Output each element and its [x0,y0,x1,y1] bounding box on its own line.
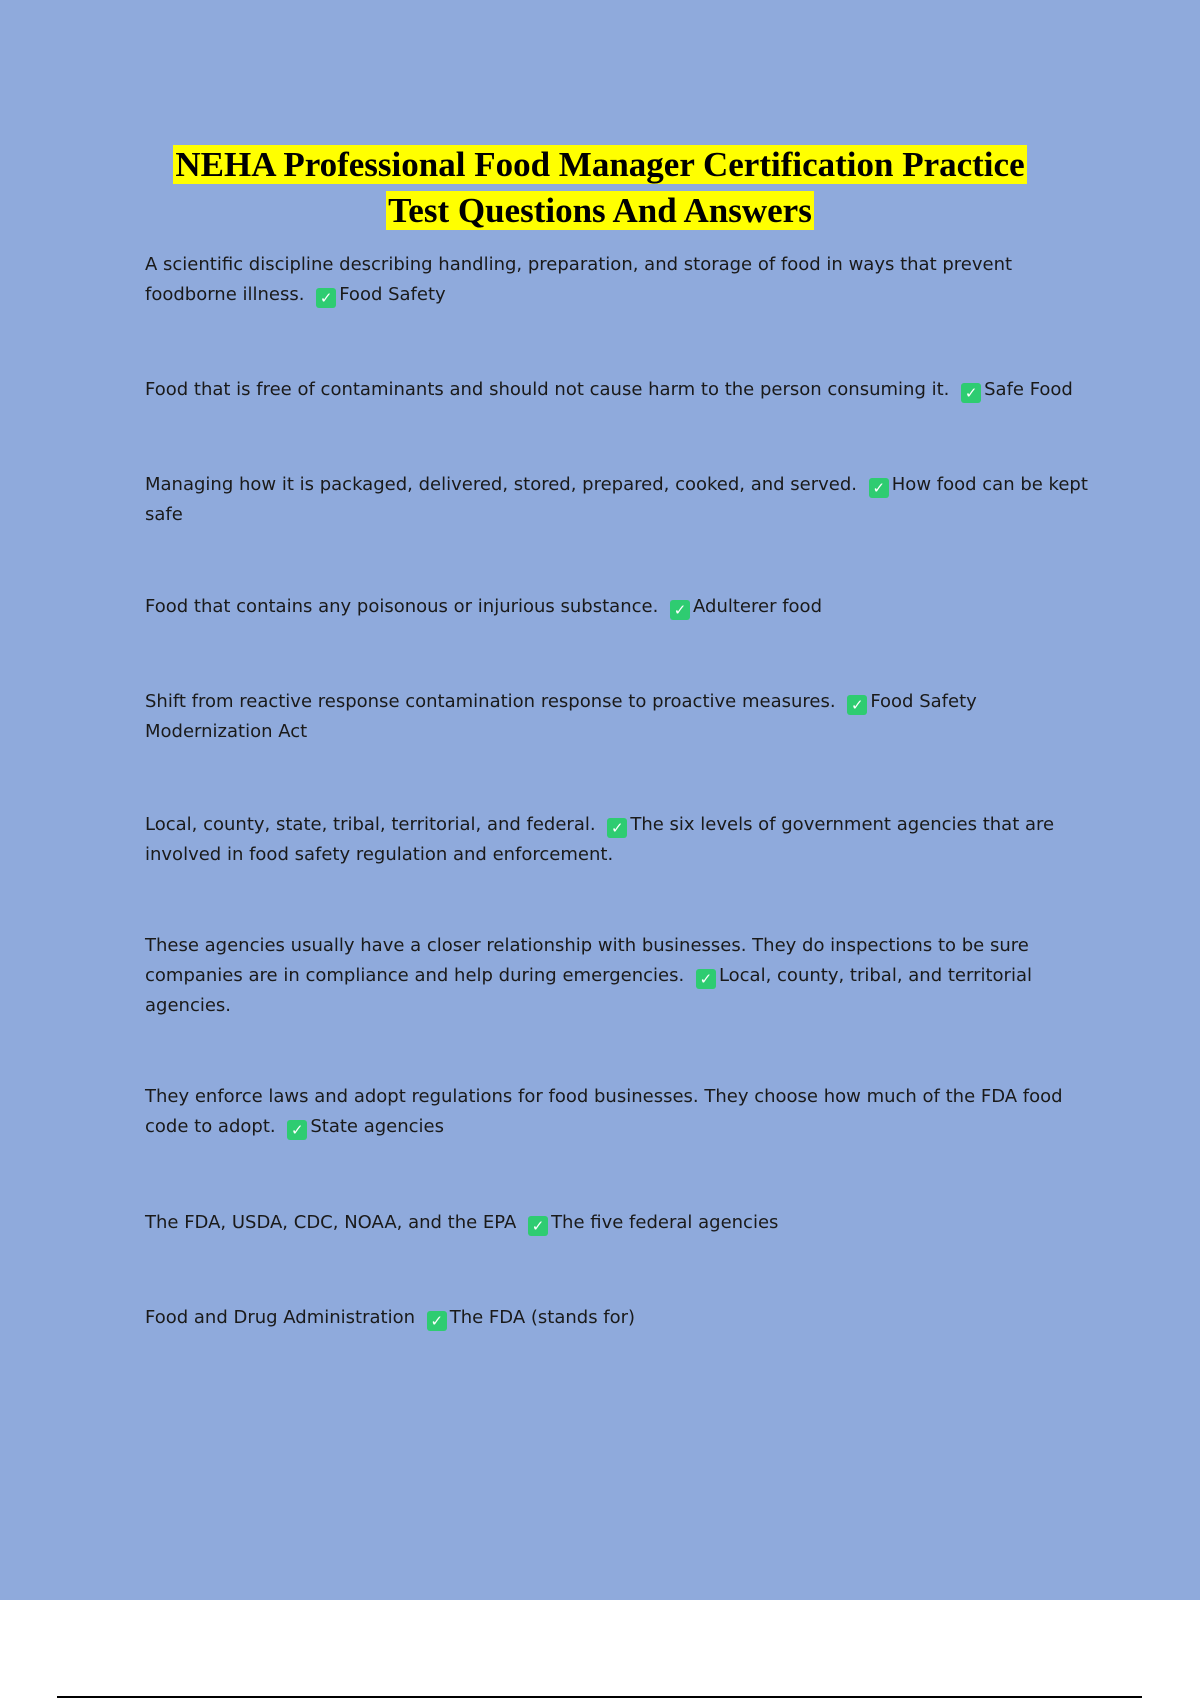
qa-item [145,810,1095,870]
qa-item [145,470,1095,530]
answer-text: Local, county, tribal, and territorial agencies. [145,965,1032,1016]
answer-text: Safe Food [984,379,1073,400]
question-text: They enforce laws and adopt regulations for food businesses. They choose how much of the FDA food code to adopt. [145,1086,1063,1137]
document-title [100,142,1100,234]
question-text: Food that is free of contaminants and should not cause harm to the person consuming it. [145,379,950,400]
footer-divider [57,1696,1142,1698]
qa-item [145,1082,1095,1142]
qa-item [145,1208,1095,1238]
check-mark-icon: ✓ [847,695,867,715]
answer-text: Adulterer food [693,596,822,617]
question-text: Shift from reactive response contamination response to proactive measures. [145,691,836,712]
qa-item [145,1303,1095,1333]
question-text: The FDA, USDA, CDC, NOAA, and the EPA [145,1212,517,1233]
question-text: These agencies usually have a closer relationship with businesses. They do inspections to be sure companies are in compliance and help during emergencies. [145,935,1029,986]
qa-item [145,687,1095,747]
title-line-2: Test Questions And Answers [388,191,812,230]
qa-item [145,592,1095,622]
check-mark-icon: ✓ [607,818,627,838]
answer-text: Food Safety [339,284,446,305]
question-text: Managing how it is packaged, delivered, stored, prepared, cooked, and served. [145,474,858,495]
answer-text: Food Safety Modernization Act [145,691,977,742]
check-mark-icon: ✓ [528,1216,548,1236]
title-line-1: NEHA Professional Food Manager Certification Practice [175,145,1025,184]
question-text: Local, county, state, tribal, territorial, and federal. [145,814,596,835]
qa-item [145,931,1095,1021]
qa-item [145,250,1095,310]
question-text: Food that contains any poisonous or injurious substance. [145,596,659,617]
answer-text: The six levels of government agencies that are involved in food safety regulation and enforcement. [145,814,1055,865]
question-text: Food and Drug Administration [145,1307,415,1328]
answer-text: State agencies [310,1116,444,1137]
check-mark-icon: ✓ [670,600,690,620]
check-mark-icon: ✓ [961,383,981,403]
question-text: A scientific discipline describing handling, preparation, and storage of food in ways that prevent foodborne illness. [145,254,1013,305]
qa-item [145,375,1095,405]
answer-text: The FDA (stands for) [449,1307,636,1328]
check-mark-icon: ✓ [316,288,336,308]
check-mark-icon: ✓ [869,478,889,498]
answer-text: How food can be kept safe [145,474,1088,525]
check-mark-icon: ✓ [427,1311,447,1331]
answer-text: The five federal agencies [551,1212,779,1233]
check-mark-icon: ✓ [696,969,716,989]
check-mark-icon: ✓ [287,1120,307,1140]
